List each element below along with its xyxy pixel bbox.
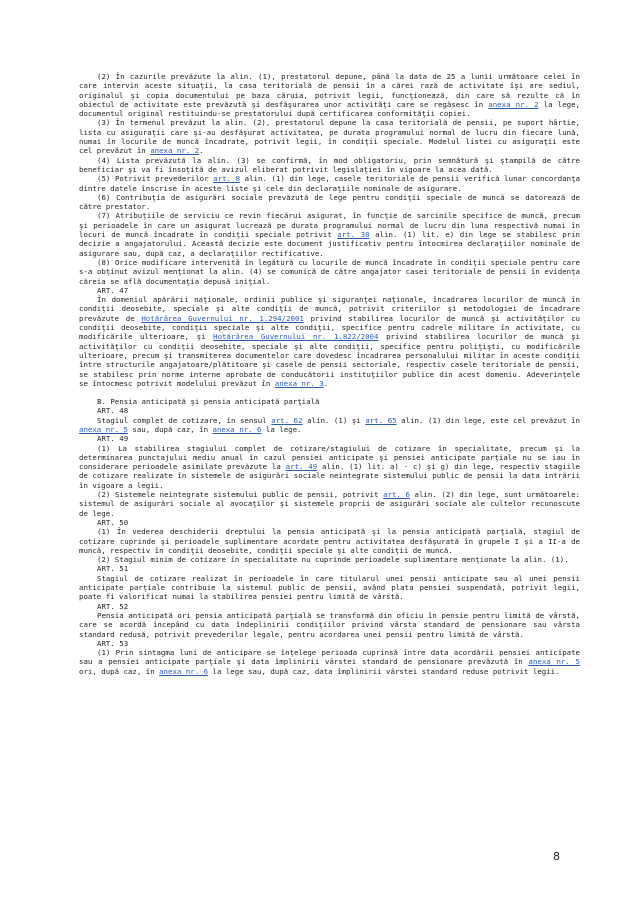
legal-reference-link[interactable]: anexa nr. 6 <box>212 424 262 434</box>
article-heading <box>79 564 580 573</box>
legal-reference-link[interactable]: Hotărârea Guvernului nr. 1.822/2004 <box>213 332 379 342</box>
paragraph <box>79 174 580 193</box>
paragraph-text: ART. 53 <box>97 638 129 648</box>
paragraph-text: la lege. <box>261 424 302 434</box>
paragraph-text: (3) În termenul prevăzut la alin. (2), prestatorul depune la casa teritorială de pensii, pe suport hârtie, lista cu asiguraţii care şi-au desfăşurat activitatea, pe durata programului normal de lucru din fiecare lună, numai în locurile de muncă încadrate, potrivit legii, în condiţii speciale. Modelul listei cu asiguraţii este cel prevăzut în <box>79 118 580 156</box>
paragraph <box>79 527 580 555</box>
paragraph-text: (1) La stabilirea stagiului complet de cotizare/stagiului de cotizare în specialitate, precum şi la determinarea punctajului mediu anual în cazul pensiei anticipate şi pensiei anticipate parţiale nu se iau în considerare perioadele asimilate prevăzute la <box>79 443 580 472</box>
paragraph-text: Stagiul complet de cotizare, în sensul <box>97 415 272 425</box>
legal-reference-link[interactable]: anexa nr. 3 <box>274 378 324 388</box>
paragraph <box>79 72 580 118</box>
paragraph-text: la lege, documentul original restituindu-se prestatorului după certificarea conformităţii copiei. <box>79 99 580 119</box>
paragraph-text: ART. 50 <box>97 517 129 527</box>
paragraph <box>79 211 580 257</box>
section-spacer <box>79 388 580 397</box>
legal-reference-link[interactable]: art. 49 <box>285 462 318 472</box>
paragraph-text: ART. 48 <box>97 406 129 416</box>
paragraph-text: alin. (1) şi <box>302 415 366 425</box>
paragraph-text: B. Pensia anticipată şi pensia anticipată parţială <box>97 397 320 407</box>
paragraph <box>79 156 580 175</box>
paragraph-text: (1) În vederea deschiderii dreptului la pensia anticipată şi la pensia anticipată parţială, stagiul de cotizare cuprinde şi perioadele suplimentare acordate pentru activitatea desfăşurată în grupele I şi a II-a de muncă, respectiv în condiţii deosebite, condiţii speciale şi alte condiţii de muncă. <box>79 527 580 555</box>
article-heading <box>79 434 580 443</box>
paragraph-text: . <box>323 378 329 388</box>
paragraph-text: (7) Atribuţiile de serviciu ce revin fiecărui asigurat, în funcţie de sarcinile specifice de muncă, precum şi perioadele în care un asigurat lucrează pe durata programului normal de lucru din luna respectivă numai în locuri de muncă încadrate în condiţii speciale potrivit <box>79 211 580 240</box>
paragraph-text: alin. (1) lit. e) din lege se stabilesc prin decizie a angajatorului. Această decizie este document justificativ pentru întocmirea declaraţiilor nominale de asigurare sau, după caz, a declaraţiilor rectificative. <box>79 230 581 258</box>
article-heading <box>79 286 580 295</box>
paragraph <box>79 444 580 490</box>
article-heading <box>79 639 580 648</box>
paragraph-text: (4) Lista prevăzută la alin. (3) se confirmă, în mod obligatoriu, prin semnătură şi ştampilă de către beneficiar şi va fi însoţită de avizul eliberat potrivit legislaţiei în vigoare la acea dată. <box>79 155 580 174</box>
document-body <box>79 72 580 676</box>
paragraph <box>79 490 580 518</box>
paragraph-text: Stagiul de cotizare realizat în perioadele în care titularul unei pensii anticipate sau al unei pensii anticipate parţiale contribuie la sistemul public de pensii, având plata pensiei suspendată, potrivit legii, poate fi valorificat numai la stabilirea pensiei pentru limită de vârstă. <box>79 573 580 602</box>
paragraph <box>79 118 580 155</box>
paragraph <box>79 258 580 286</box>
paragraph-text: privind stabilirea locurilor de muncă şi activităţilor cu condiţii deosebite, condiţii speciale şi alte condiţii, specifice pentru cadrele militare în activitate, cu modificările ulterioare, şi <box>79 313 580 342</box>
paragraph-text: alin. (1) lit. a) - c) şi g) din lege, respectiv stagiile de cotizare realizate în sistemele de asigurări sociale neintegrate sistemului public de pensii la data intrării în vigoare a legii. <box>79 462 580 490</box>
paragraph-text: alin. (1) din lege, este cel prevăzut în <box>396 415 581 425</box>
paragraph-text: (6) Contribuţia de asigurări sociale prevăzută de lege pentru condiţii speciale de muncă se datorează de către prestator. <box>79 192 580 212</box>
legal-reference-link[interactable]: anexa nr. 5 <box>79 424 128 434</box>
paragraph-text: alin. (1) din lege, casele teritoriale de pensii verifică lunar concordanţa dintre datele înscrise în aceste liste şi cele din declaraţiile nominale de asigurare. <box>79 174 580 193</box>
paragraph-text: (1) Prin sintagma luni de anticipare se înţelege perioada cuprinsă între data acordării pensiei anticipate sau a pensiei anticipate parţiale şi data împlinirii vârstei standard de pensionare prevăzută în <box>79 648 580 667</box>
legal-reference-link[interactable]: anexa nr. 5 <box>528 657 580 667</box>
paragraph <box>79 648 580 676</box>
paragraph-text: ART. 49 <box>97 434 129 444</box>
paragraph-text: (8) Orice modificare intervenită în legătură cu locurile de muncă încadrate în condiţii speciale pentru care s-a obţinut avizul menţionat la alin. (4) se comunică de către angajator casei teritoriale de pensii în evidenţa căreia se află documentaţia depusă iniţial. <box>79 257 580 286</box>
article-heading <box>79 518 580 527</box>
paragraph-text: ori, după caz, în <box>79 666 160 676</box>
paragraph-text: ART. 47 <box>97 285 129 295</box>
paragraph-text: la lege sau, după caz, data împlinirii vârstei standard reduse potrivit legii. <box>208 666 560 676</box>
legal-reference-link[interactable]: anexa nr. 6 <box>159 666 209 676</box>
legal-reference-link[interactable]: Hotărârea Guvernului nr. 1.294/2001 <box>141 313 304 323</box>
legal-reference-link[interactable]: art. 8 <box>213 174 241 184</box>
paragraph-text: (2) În cazurile prevăzute la alin. (1), prestatorul depune, până la data de 25 a lunii următoare celei în care intervin aceste situaţii, la casa teritorială de pensii în a cărei rază de activitate îşi are sediul, originalul şi copia documentului pe baza căruia, potrivit legii, funcţionează, din care să rezulte că în obiectul de activitate este prevăzută şi desfăşurarea unor activităţi care se regăsesc în <box>79 72 580 109</box>
paragraph <box>79 295 580 388</box>
legal-reference-link[interactable]: art. 30 <box>337 230 370 240</box>
article-heading <box>79 406 580 415</box>
legal-reference-link[interactable]: anexa nr. 2 <box>150 146 200 156</box>
legal-reference-link[interactable]: art. 6 <box>383 490 410 500</box>
paragraph-text: Pensia anticipată ori pensia anticipată parţială se transformă din oficiu în pensie pentru limită de vârstă, care se acordă începând cu data îndeplinirii condiţiilor privind vârsta standard de pensionare sau vârsta standard redusă, potrivit prevederilor legale, pentru acordarea unei pensii pentru limită de vârstă. <box>79 610 580 639</box>
paragraph <box>79 555 580 564</box>
paragraph-text: (2) Sistemele neintegrate sistemului public de pensii, potrivit <box>97 490 384 500</box>
page-number: 8 <box>553 850 560 863</box>
paragraph-text: privind stabilirea locurilor de muncă şi activităţilor cu condiţii deosebite, speciale şi alte condiţii, specifice pentru poliţişti, cu modificările ulterioare, precum şi transmiterea documentelor care dovedesc încadrarea personalului militar în aceste condiţii între structurile angajatoare/plătitoare şi casele de pensii sectoriale, respectiv casele teritoriale de pensii, se stabilesc prin norme interne aprobate de conducătorii instituţiilor publice din acest domeniu. Adeverinţele se întocmesc potrivit modelului prevăzut în <box>79 332 581 388</box>
paragraph-text: (5) Potrivit prevederilor <box>97 174 214 184</box>
paragraph-text: În domeniul apărării naţionale, ordinii publice şi siguranţei naţionale, încadrarea locurilor de muncă în condiţii deosebite, speciale şi alte condiţii de muncă, potrivit criteriilor şi metodologiei de încadrare prevăzute de <box>79 295 580 323</box>
paragraph <box>79 416 580 435</box>
legal-reference-link[interactable]: art. 65 <box>365 415 397 425</box>
paragraph-text: ART. 52 <box>97 601 129 611</box>
paragraph-text: alin. (2) din lege, sunt următoarele: sistemul de asigurări sociale al avocaţilor şi sistemele proprii de asigurări sociale ale cultelor recunoscute de lege. <box>79 490 580 518</box>
paragraph-text: (2) Stagiul minim de cotizare în specialitate nu cuprinde perioadele suplimentare menţionate la alin. (1). <box>97 555 569 565</box>
legal-reference-link[interactable]: art. 62 <box>271 415 303 425</box>
paragraph-text: sau, după caz, în <box>127 424 213 434</box>
paragraph <box>79 574 580 602</box>
paragraph-text: ART. 51 <box>97 564 129 574</box>
article-heading <box>79 602 580 611</box>
paragraph-text: . <box>199 146 204 156</box>
paragraph <box>79 397 580 406</box>
paragraph <box>79 193 580 212</box>
legal-reference-link[interactable]: anexa nr. 2 <box>488 99 539 109</box>
paragraph <box>79 611 580 639</box>
